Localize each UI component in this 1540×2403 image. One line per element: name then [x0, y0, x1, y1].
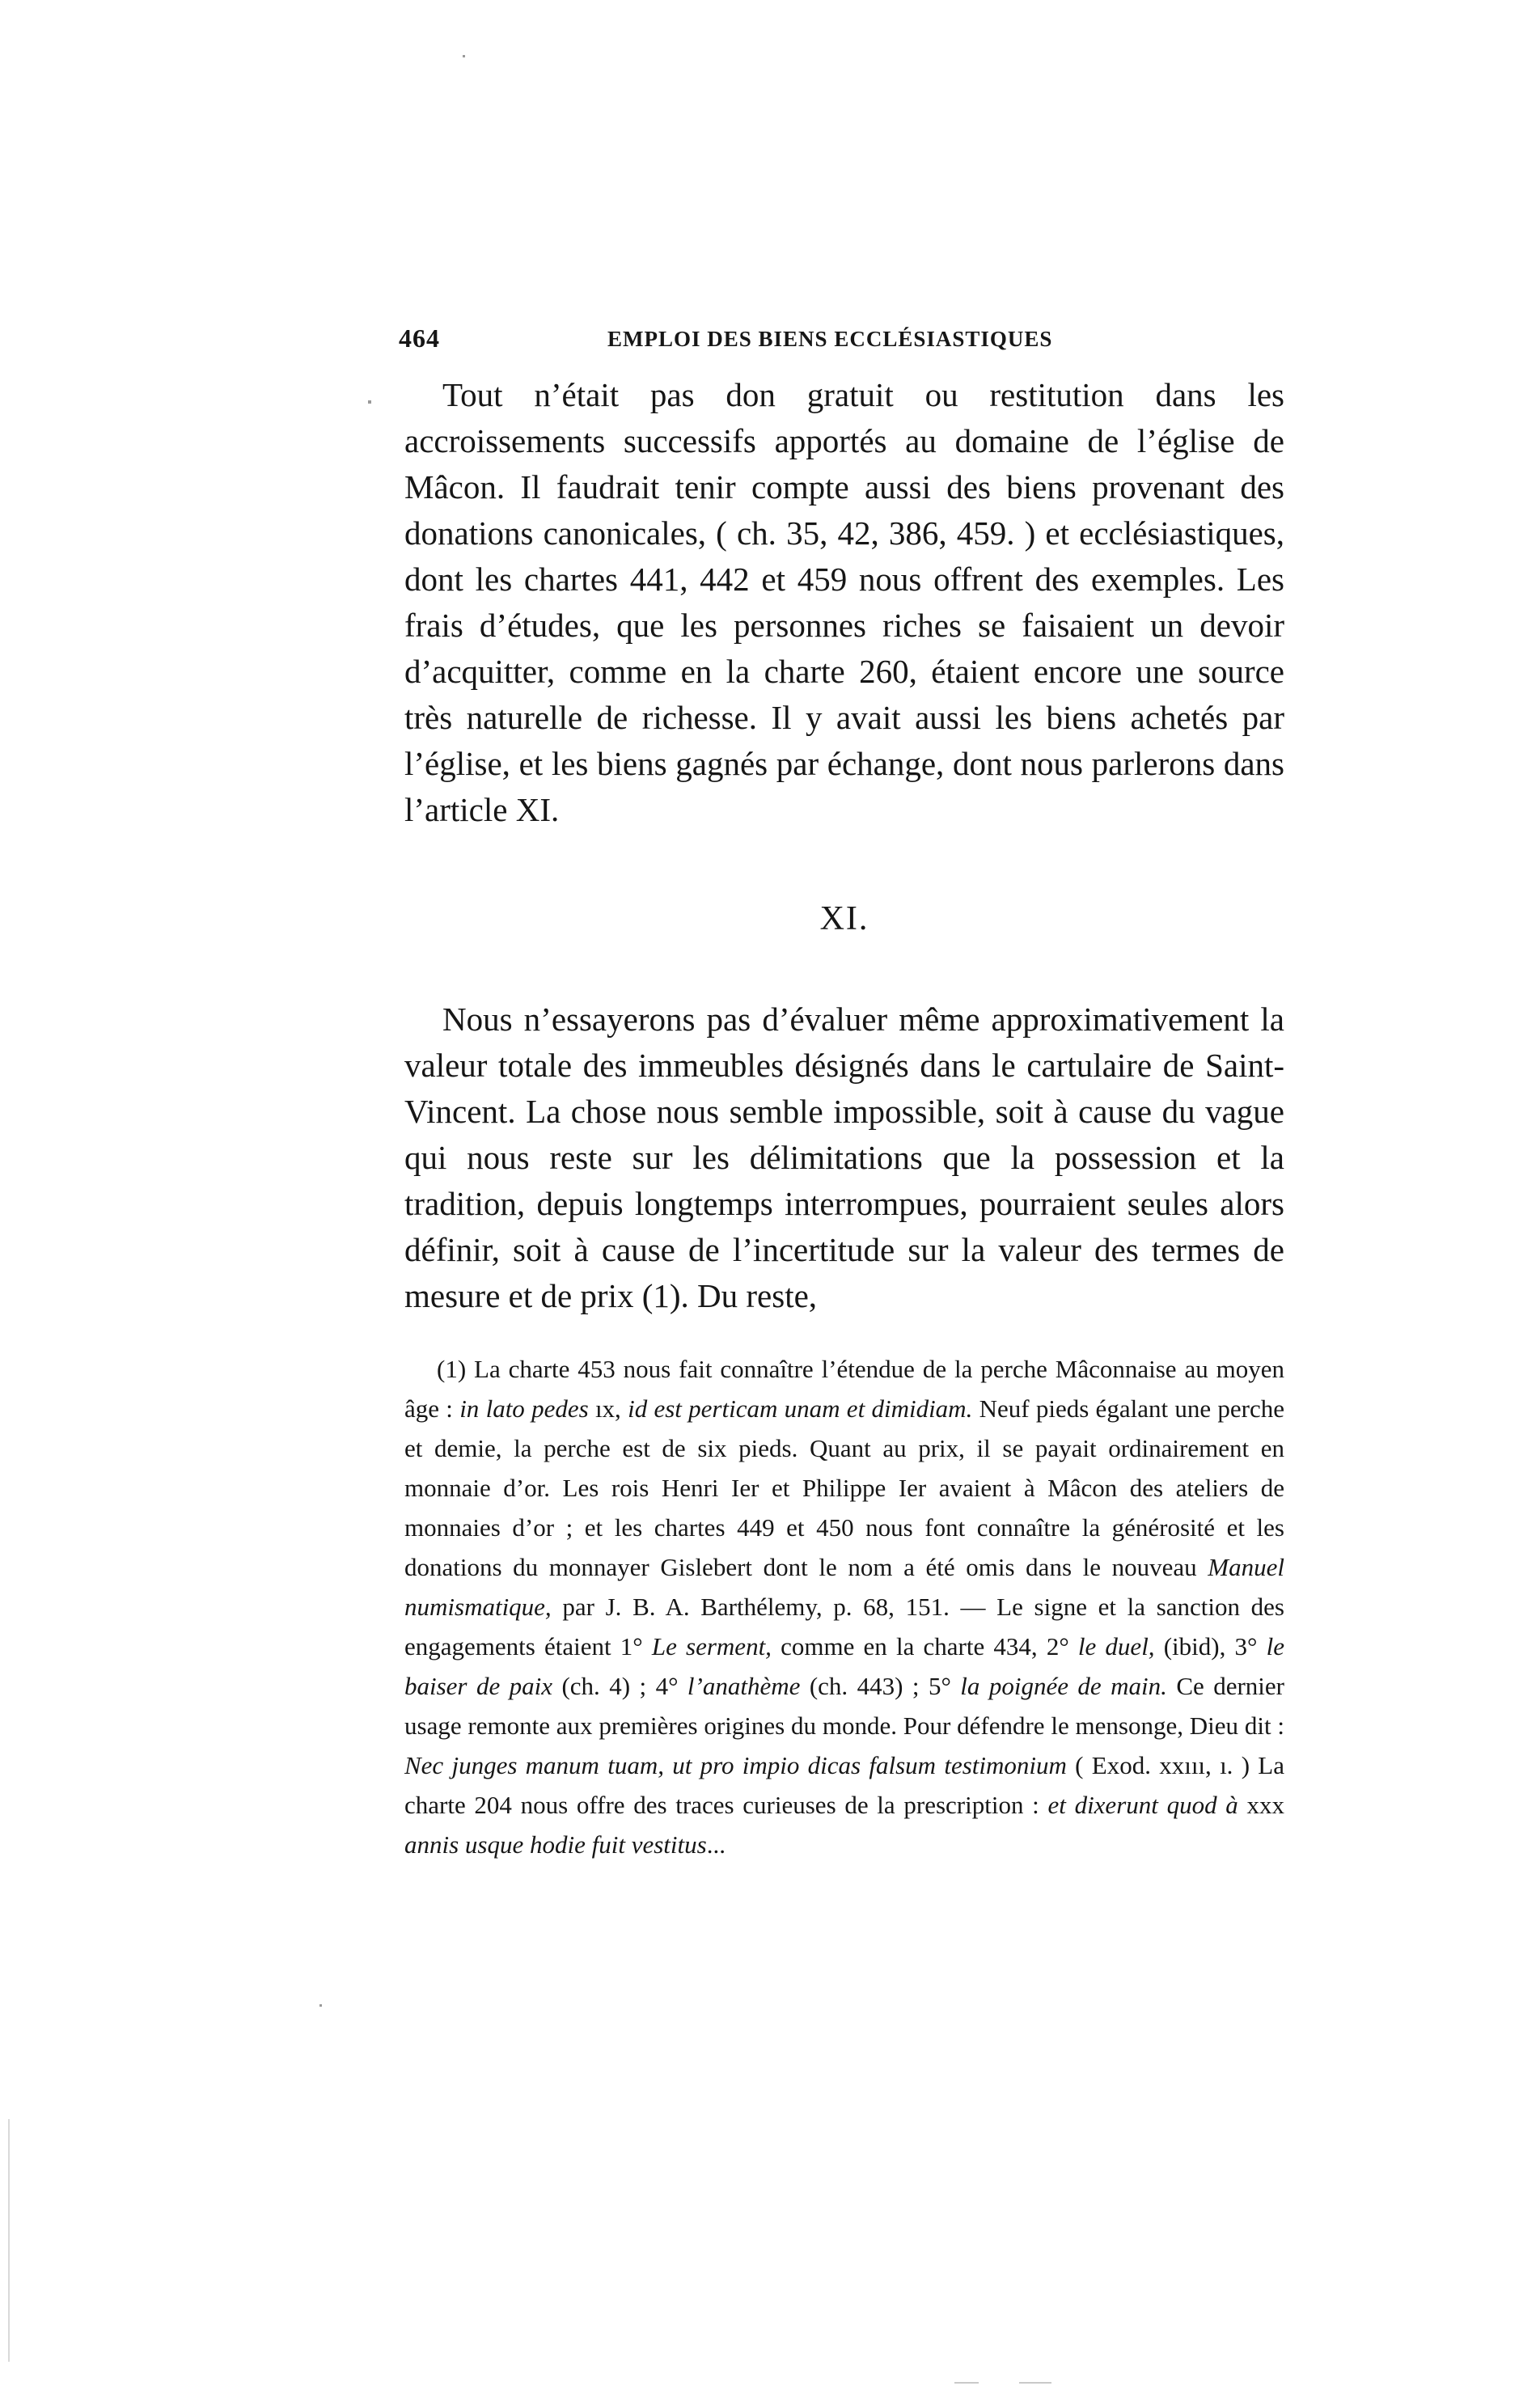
fn-text: xxx	[1246, 1791, 1284, 1819]
fn-term: Le serment,	[651, 1632, 772, 1661]
fn-text: comme en la charte 434, 2°	[771, 1632, 1078, 1661]
fn-book-title: Manuel numismatique,	[404, 1553, 1284, 1621]
fn-term: la poignée de main.	[960, 1672, 1167, 1700]
footnote-text	[404, 1349, 1284, 1864]
fn-text: Ce dernier usage remonte aux premières origines du monde. Pour défendre le mensonge, Dieu dit :	[404, 1672, 1284, 1740]
fn-text: par J. B. A. Barthélemy, p. 68, 151. — Le signe et la sanction des engagements étaient 1°	[404, 1593, 1284, 1661]
running-title: EMPLOI DES BIENS ECCLÉSIASTIQUES	[607, 327, 1053, 351]
print-speck	[463, 55, 465, 57]
print-speck	[954, 2382, 979, 2384]
fn-text: (1) La charte 453 nous fait connaître l’étendue de la perche Mâconnaise au moyen âge :	[404, 1355, 1284, 1423]
fn-text: ( Exod. xxııı, ı. ) La charte 204 nous offre des traces curieuses de la prescription :	[404, 1751, 1284, 1819]
fn-latin: et dixerunt quod à	[1047, 1791, 1247, 1819]
paragraph-text: Nous n’essayerons pas d’évaluer même approximativement la valeur totale des immeubles désignés dans le cartulaire de Saint-Vincent. La chose nous semble impossible, soit à cause du vague qui nous reste sur les délimitations que la possession et la tradition, depuis longtemps interrompues, pourraient seules alors définir, soit à cause de l’incertitude sur la valeur des termes de mesure et de prix (1). Du reste,	[404, 1001, 1284, 1314]
body-paragraph-2	[404, 996, 1284, 1319]
fn-term: l’anathème	[687, 1672, 801, 1700]
print-speck	[368, 400, 371, 404]
page-header	[399, 322, 1288, 362]
page-number: 464	[399, 324, 440, 353]
fn-text: (ch. 4) ; 4°	[552, 1672, 688, 1700]
fn-text: (ibid), 3°	[1154, 1632, 1267, 1661]
body-paragraph-1	[404, 372, 1284, 833]
fn-term: le baiser de paix	[404, 1632, 1284, 1700]
fn-text: ıx,	[594, 1394, 628, 1423]
paragraph-text: Tout n’était pas don gratuit ou restitution dans les accroissements successifs apportés au domaine de l’église de Mâcon. Il faudrait tenir compte aussi des biens provenant des donations canonicales, ( ch. 35, 42, 386, 459. ) et ecclésiastiques, dont les chartes 441, 442 et 459 nous offrent des exemples. Les frais d’études, que les personnes riches se faisaient un devoir d’acquitter, comme en la charte 260, étaient encore une source très naturelle de richesse. Il y avait aussi les biens achetés par l’église, et les biens gagnés par échange, dont nous parlerons dans l’article XI.	[404, 376, 1284, 828]
footnote	[404, 1349, 1284, 1864]
section-heading: XI.	[819, 900, 869, 937]
print-speck	[319, 2004, 322, 2007]
fn-text: (ch. 443) ; 5°	[800, 1672, 961, 1700]
fn-latin: id est perticam unam et dimidiam.	[628, 1394, 973, 1423]
fn-text: ...	[706, 1830, 726, 1859]
print-speck	[1019, 2382, 1051, 2384]
fn-latin: annis usque hodie fuit vestitus	[404, 1830, 707, 1859]
margin-shadow	[8, 2119, 10, 2362]
fn-latin: Nec junges manum tuam, ut pro impio dicas falsum testimonium	[404, 1751, 1067, 1779]
fn-latin: in lato pedes	[459, 1394, 595, 1423]
fn-text: Neuf pieds égalant une perche et demie, la perche est de six pieds. Quant au prix, il se payait ordinairement en monnaie d’or. Les rois Henri Ier et Philippe Ier avaient à Mâcon des ateliers de monnaies d’or ; et les chartes 449 et 450 nous font connaître la générosité et les donations du monnayer Gislebert dont le nom a été omis dans le nouveau	[404, 1394, 1284, 1581]
fn-term: le duel,	[1077, 1632, 1155, 1661]
